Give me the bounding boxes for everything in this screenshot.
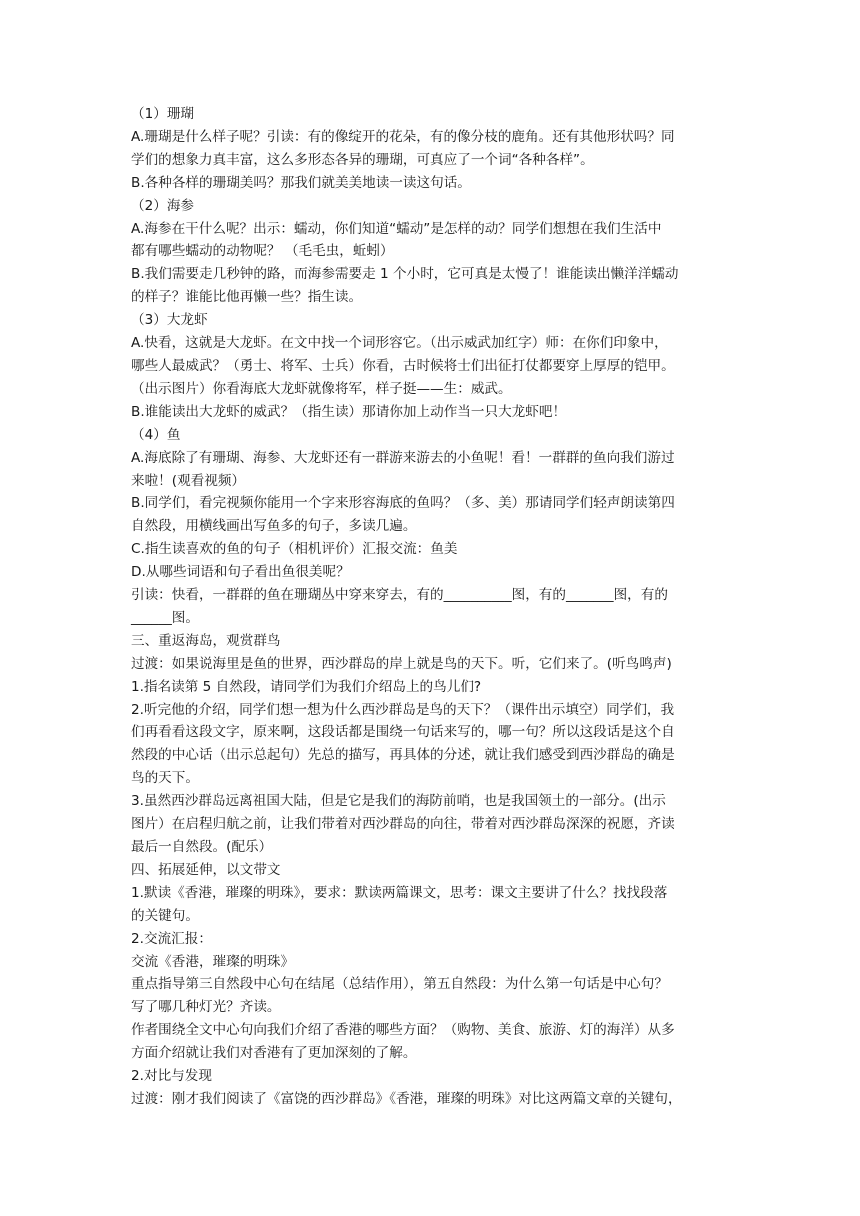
- text-line: 自然段，用横线画出写鱼多的句子，多读几遍。: [131, 518, 417, 535]
- text-line: 的样子？谁能比他再懒一些？指生读。: [131, 289, 363, 306]
- text-line: A.珊瑚是什么样子呢？引读：有的像绽开的花朵，有的像分枝的鹿角。还有其他形状吗？同: [131, 128, 675, 145]
- text-line: A.快看，这就是大龙虾。在文中找一个词形容它。（出示威武加红字）师：在你们印象中，: [131, 335, 668, 352]
- text-line: 鸟的天下。: [131, 770, 199, 787]
- text-line: B.我们需要走几秒钟的路，而海参需要走 1 个小时，它可真是太慢了！谁能读出懒洋洋蠕动: [131, 266, 679, 283]
- text-line: （2）海参: [131, 197, 195, 214]
- text-line: 2.对比与发现: [131, 1068, 212, 1085]
- text-line: 的关键句。: [131, 907, 199, 924]
- text-line: 2.交流汇报：: [131, 930, 212, 947]
- text-line: B.谁能读出大龙虾的威武？（指生读）那请你加上动作当一只大龙虾吧！: [131, 403, 567, 420]
- text-line: 重点指导第三自然段中心句在结尾（总结作用），第五自然段：为什么第一句话是中心句？: [131, 976, 668, 993]
- text-line: 三、重返海岛，观赏群鸟: [131, 632, 281, 649]
- text-line: 引读：快看，一群群的鱼在珊瑚丛中穿来穿去，有的__________图，有的_______图，有的: [131, 587, 668, 604]
- text-line: 哪些人最威武？（勇士、将军、士兵）你看，古时候将士们出征打仗都要穿上厚厚的铠甲。: [131, 357, 675, 374]
- text-line: D.从哪些词语和句子看出鱼很美呢？: [131, 564, 350, 581]
- text-line: 1.指名读第 5 自然段，请同学们为我们介绍岛上的鸟儿们?: [131, 678, 482, 695]
- text-line: A.海参在干什么呢？出示：蠕动，你们知道“蠕动”是怎样的动？同学们想想在我们生活中: [131, 220, 662, 237]
- text-line: 2.听完他的介绍，同学们想一想为什么西沙群岛是鸟的天下？（课件出示填空）同学们，我: [131, 701, 675, 718]
- text-line: （4）鱼: [131, 426, 181, 443]
- text-line: 过渡：如果说海里是鱼的世界，西沙群岛的岸上就是鸟的天下。听，它们来了。(听鸟鸣声): [131, 655, 672, 672]
- text-line: 图片）在启程归航之前，让我们带着对西沙群岛的向往，带着对西沙群岛深深的祝愿，齐读: [131, 816, 675, 833]
- text-line: 方面介绍就让我们对香港有了更加深刻的了解。: [131, 1045, 417, 1062]
- text-line: 都有哪些蠕动的动物呢？ （毛毛虫，蚯蚓）: [131, 243, 394, 260]
- text-line: （出示图片）你看海底大龙虾就像将军，样子挺——生：威武。: [131, 380, 512, 397]
- text-line: 写了哪几种灯光？齐读。: [131, 999, 281, 1016]
- text-line: 交流《香港，璀璨的明珠》: [131, 953, 295, 970]
- text-line: A.海底除了有珊瑚、海参、大龙虾还有一群游来游去的小鱼呢！看！一群群的鱼向我们游过: [131, 449, 675, 466]
- document-body: [131, 103, 731, 1111]
- text-line: 最后一自然段。(配乐）: [131, 839, 273, 855]
- text-line: 作者围绕全文中心句向我们介绍了香港的哪些方面？（购物、美食、旅游、灯的海洋）从多: [131, 1022, 675, 1039]
- text-line: 3.虽然西沙群岛远离祖国大陆，但是它是我们的海防前哨，也是我国领土的一部分。(出示: [131, 793, 666, 810]
- text-line: 学们的想象力真丰富，这么多形态各异的珊瑚，可真应了一个词“各种各样”。: [131, 151, 594, 168]
- text-line: 来啦！(观看视频）: [131, 472, 246, 489]
- text-line: B.同学们，看完视频你能用一个字来形容海底的鱼吗？（多、美）那请同学们轻声朗读第四: [131, 495, 675, 512]
- text-line: C.指生读喜欢的鱼的句子（相机评价）汇报交流：鱼美: [131, 541, 458, 558]
- text-line: （1）珊瑚: [131, 106, 195, 122]
- text-line: 们再看看这段文字，原来啊，这段话都是围绕一句话来写的，哪一句？所以这段话是这个自: [131, 724, 675, 741]
- text-line: 四、拓展延伸，以文带文: [131, 861, 281, 878]
- text-line: ______图。: [131, 609, 199, 626]
- text-line: 然段的中心话（出示总起句）先总的描写，再具体的分述，就让我们感受到西沙群岛的确是: [131, 747, 675, 764]
- text-line: B.各种各样的珊瑚美吗？那我们就美美地读一读这句话。: [131, 174, 471, 191]
- text-line: 过渡：刚才我们阅读了《富饶的西沙群岛》《香港，璀璨的明珠》对比这两篇文章的关键句，: [131, 1090, 682, 1107]
- text-line: 1.默读《香港，璀璨的明珠》，要求：默读两篇课文，思考：课文主要讲了什么？找找段落: [131, 884, 668, 901]
- text-line: （3）大龙虾: [131, 312, 208, 329]
